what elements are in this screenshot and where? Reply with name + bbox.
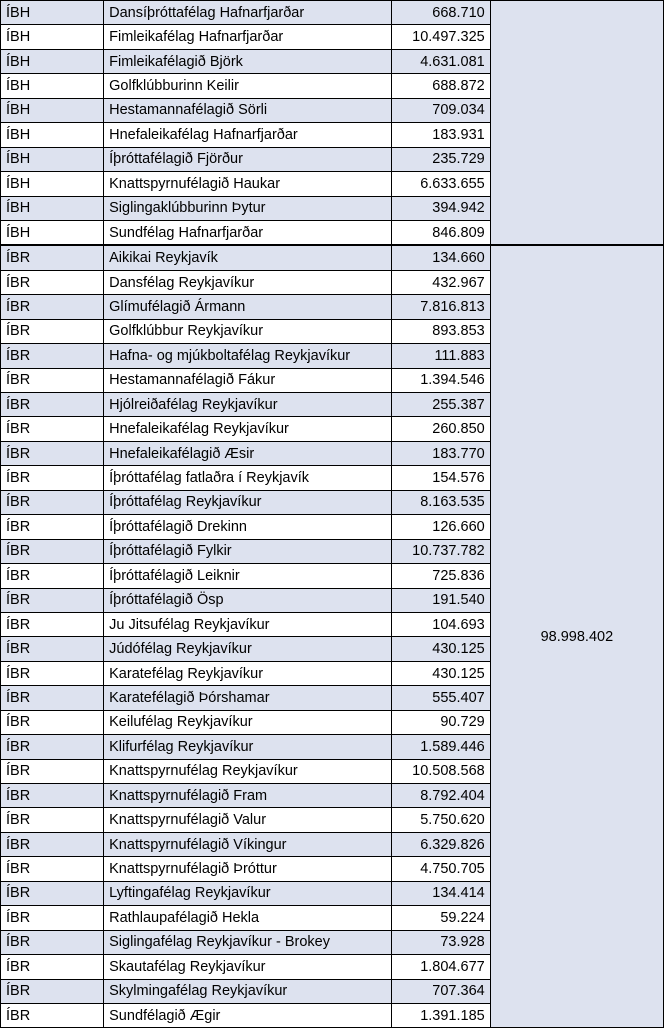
club-name-cell: Íþróttafélag fatlaðra í Reykjavík (104, 466, 391, 490)
club-name-cell: Íþróttafélagið Ösp (104, 588, 391, 612)
region-cell: ÍBR (1, 906, 104, 930)
region-cell: ÍBH (1, 1, 104, 25)
region-cell: ÍBR (1, 368, 104, 392)
region-cell: ÍBR (1, 588, 104, 612)
amount-cell: 10.737.782 (391, 539, 490, 563)
amount-cell: 90.729 (391, 710, 490, 734)
region-cell: ÍBH (1, 123, 104, 147)
amount-cell: 183.931 (391, 123, 490, 147)
region-cell: ÍBR (1, 955, 104, 979)
amount-cell: 4.631.081 (391, 49, 490, 73)
region-cell: ÍBH (1, 25, 104, 49)
club-name-cell: Hafna- og mjúkboltafélag Reykjavíkur (104, 344, 391, 368)
club-name-cell: Júdófélag Reykjavíkur (104, 637, 391, 661)
amount-cell: 1.589.446 (391, 735, 490, 759)
club-name-cell: Fimleikafélag Hafnarfjarðar (104, 25, 391, 49)
region-cell: ÍBR (1, 784, 104, 808)
club-name-cell: Fimleikafélagið Björk (104, 49, 391, 73)
club-name-cell: Hestamannafélagið Sörli (104, 98, 391, 122)
region-cell: ÍBH (1, 172, 104, 196)
club-name-cell: Hestamannafélagið Fákur (104, 368, 391, 392)
region-cell: ÍBR (1, 417, 104, 441)
amount-cell: 260.850 (391, 417, 490, 441)
region-cell: ÍBR (1, 735, 104, 759)
club-name-cell: Íþróttafélagið Leiknir (104, 564, 391, 588)
region-cell: ÍBR (1, 661, 104, 685)
region-cell: ÍBH (1, 196, 104, 220)
club-name-cell: Knattspyrnufélagið Haukar (104, 172, 391, 196)
amount-cell: 8.792.404 (391, 784, 490, 808)
club-name-cell: Golfklúbburinn Keilir (104, 74, 391, 98)
club-name-cell: Rathlaupafélagið Hekla (104, 906, 391, 930)
club-name-cell: Keilufélag Reykjavíkur (104, 710, 391, 734)
amount-cell: 6.329.826 (391, 832, 490, 856)
region-cell: ÍBR (1, 979, 104, 1003)
club-name-cell: Knattspyrnufélagið Þróttur (104, 857, 391, 881)
club-name-cell: Karatefélagið Þórshamar (104, 686, 391, 710)
region-cell: ÍBH (1, 49, 104, 73)
club-name-cell: Skautafélag Reykjavíkur (104, 955, 391, 979)
region-cell: ÍBR (1, 441, 104, 465)
region-cell: ÍBR (1, 344, 104, 368)
region-cell: ÍBH (1, 147, 104, 171)
region-cell: ÍBR (1, 637, 104, 661)
club-name-cell: Klifurfélag Reykjavíkur (104, 735, 391, 759)
region-cell: ÍBR (1, 759, 104, 783)
amount-cell: 10.497.325 (391, 25, 490, 49)
amount-cell: 134.414 (391, 881, 490, 905)
amount-cell: 235.729 (391, 147, 490, 171)
table-row (1, 245, 664, 270)
club-name-cell: Dansfélag Reykjavíkur (104, 270, 391, 294)
amount-cell: 668.710 (391, 1, 490, 25)
region-cell: ÍBR (1, 808, 104, 832)
amount-cell: 1.391.185 (391, 1003, 490, 1027)
group-total-cell: 98.998.402 (490, 245, 663, 1028)
region-cell: ÍBR (1, 245, 104, 270)
region-cell: ÍBR (1, 490, 104, 514)
region-cell: ÍBR (1, 393, 104, 417)
region-cell: ÍBR (1, 295, 104, 319)
club-name-cell: Sundfélag Hafnarfjarðar (104, 220, 391, 245)
table-row (1, 1, 664, 25)
region-cell: ÍBR (1, 686, 104, 710)
group-total-cell (490, 1, 663, 246)
region-cell: ÍBR (1, 930, 104, 954)
club-name-cell: Íþróttafélagið Fylkir (104, 539, 391, 563)
amount-cell: 5.750.620 (391, 808, 490, 832)
club-name-cell: Glímufélagið Ármann (104, 295, 391, 319)
region-cell: ÍBR (1, 466, 104, 490)
grant-table-body (1, 1, 664, 1028)
amount-cell: 1.804.677 (391, 955, 490, 979)
club-name-cell: Sundfélagið Ægir (104, 1003, 391, 1027)
amount-cell: 709.034 (391, 98, 490, 122)
club-name-cell: Íþróttafélagið Drekinn (104, 515, 391, 539)
region-cell: ÍBH (1, 74, 104, 98)
amount-cell: 555.407 (391, 686, 490, 710)
amount-cell: 10.508.568 (391, 759, 490, 783)
amount-cell: 432.967 (391, 270, 490, 294)
amount-cell: 255.387 (391, 393, 490, 417)
club-name-cell: Skylmingafélag Reykjavíkur (104, 979, 391, 1003)
amount-cell: 893.853 (391, 319, 490, 343)
amount-cell: 725.836 (391, 564, 490, 588)
amount-cell: 73.928 (391, 930, 490, 954)
region-cell: ÍBR (1, 539, 104, 563)
club-name-cell: Íþróttafélagið Fjörður (104, 147, 391, 171)
club-name-cell: Siglingaklúbburinn Þytur (104, 196, 391, 220)
amount-cell: 394.942 (391, 196, 490, 220)
club-name-cell: Hjólreiðafélag Reykjavíkur (104, 393, 391, 417)
club-name-cell: Knattspyrnufélag Reykjavíkur (104, 759, 391, 783)
region-cell: ÍBR (1, 564, 104, 588)
region-cell: ÍBR (1, 270, 104, 294)
region-cell: ÍBH (1, 98, 104, 122)
club-name-cell: Knattspyrnufélagið Víkingur (104, 832, 391, 856)
club-name-cell: Dansíþróttafélag Hafnarfjarðar (104, 1, 391, 25)
amount-cell: 59.224 (391, 906, 490, 930)
region-cell: ÍBR (1, 612, 104, 636)
amount-cell: 104.693 (391, 612, 490, 636)
region-cell: ÍBR (1, 832, 104, 856)
club-name-cell: Knattspyrnufélagið Fram (104, 784, 391, 808)
club-name-cell: Hnefaleikafélag Hafnarfjarðar (104, 123, 391, 147)
amount-cell: 688.872 (391, 74, 490, 98)
club-name-cell: Íþróttafélag Reykjavíkur (104, 490, 391, 514)
region-cell: ÍBH (1, 220, 104, 245)
amount-cell: 707.364 (391, 979, 490, 1003)
club-name-cell: Hnefaleikafélagið Æsir (104, 441, 391, 465)
amount-cell: 1.394.546 (391, 368, 490, 392)
club-name-cell: Siglingafélag Reykjavíkur - Brokey (104, 930, 391, 954)
amount-cell: 191.540 (391, 588, 490, 612)
club-name-cell: Lyftingafélag Reykjavíkur (104, 881, 391, 905)
region-cell: ÍBR (1, 1003, 104, 1027)
region-cell: ÍBR (1, 857, 104, 881)
amount-cell: 8.163.535 (391, 490, 490, 514)
club-name-cell: Knattspyrnufélagið Valur (104, 808, 391, 832)
amount-cell: 6.633.655 (391, 172, 490, 196)
region-cell: ÍBR (1, 710, 104, 734)
amount-cell: 111.883 (391, 344, 490, 368)
region-cell: ÍBR (1, 319, 104, 343)
amount-cell: 126.660 (391, 515, 490, 539)
club-name-cell: Karatefélag Reykjavíkur (104, 661, 391, 685)
amount-cell: 154.576 (391, 466, 490, 490)
amount-cell: 183.770 (391, 441, 490, 465)
amount-cell: 846.809 (391, 220, 490, 245)
club-name-cell: Aikikai Reykjavík (104, 245, 391, 270)
amount-cell: 4.750.705 (391, 857, 490, 881)
region-cell: ÍBR (1, 881, 104, 905)
amount-cell: 7.816.813 (391, 295, 490, 319)
amount-cell: 430.125 (391, 661, 490, 685)
region-cell: ÍBR (1, 515, 104, 539)
amount-cell: 134.660 (391, 245, 490, 270)
amount-cell: 430.125 (391, 637, 490, 661)
club-name-cell: Hnefaleikafélag Reykjavíkur (104, 417, 391, 441)
club-name-cell: Ju Jitsufélag Reykjavíkur (104, 612, 391, 636)
club-name-cell: Golfklúbbur Reykjavíkur (104, 319, 391, 343)
